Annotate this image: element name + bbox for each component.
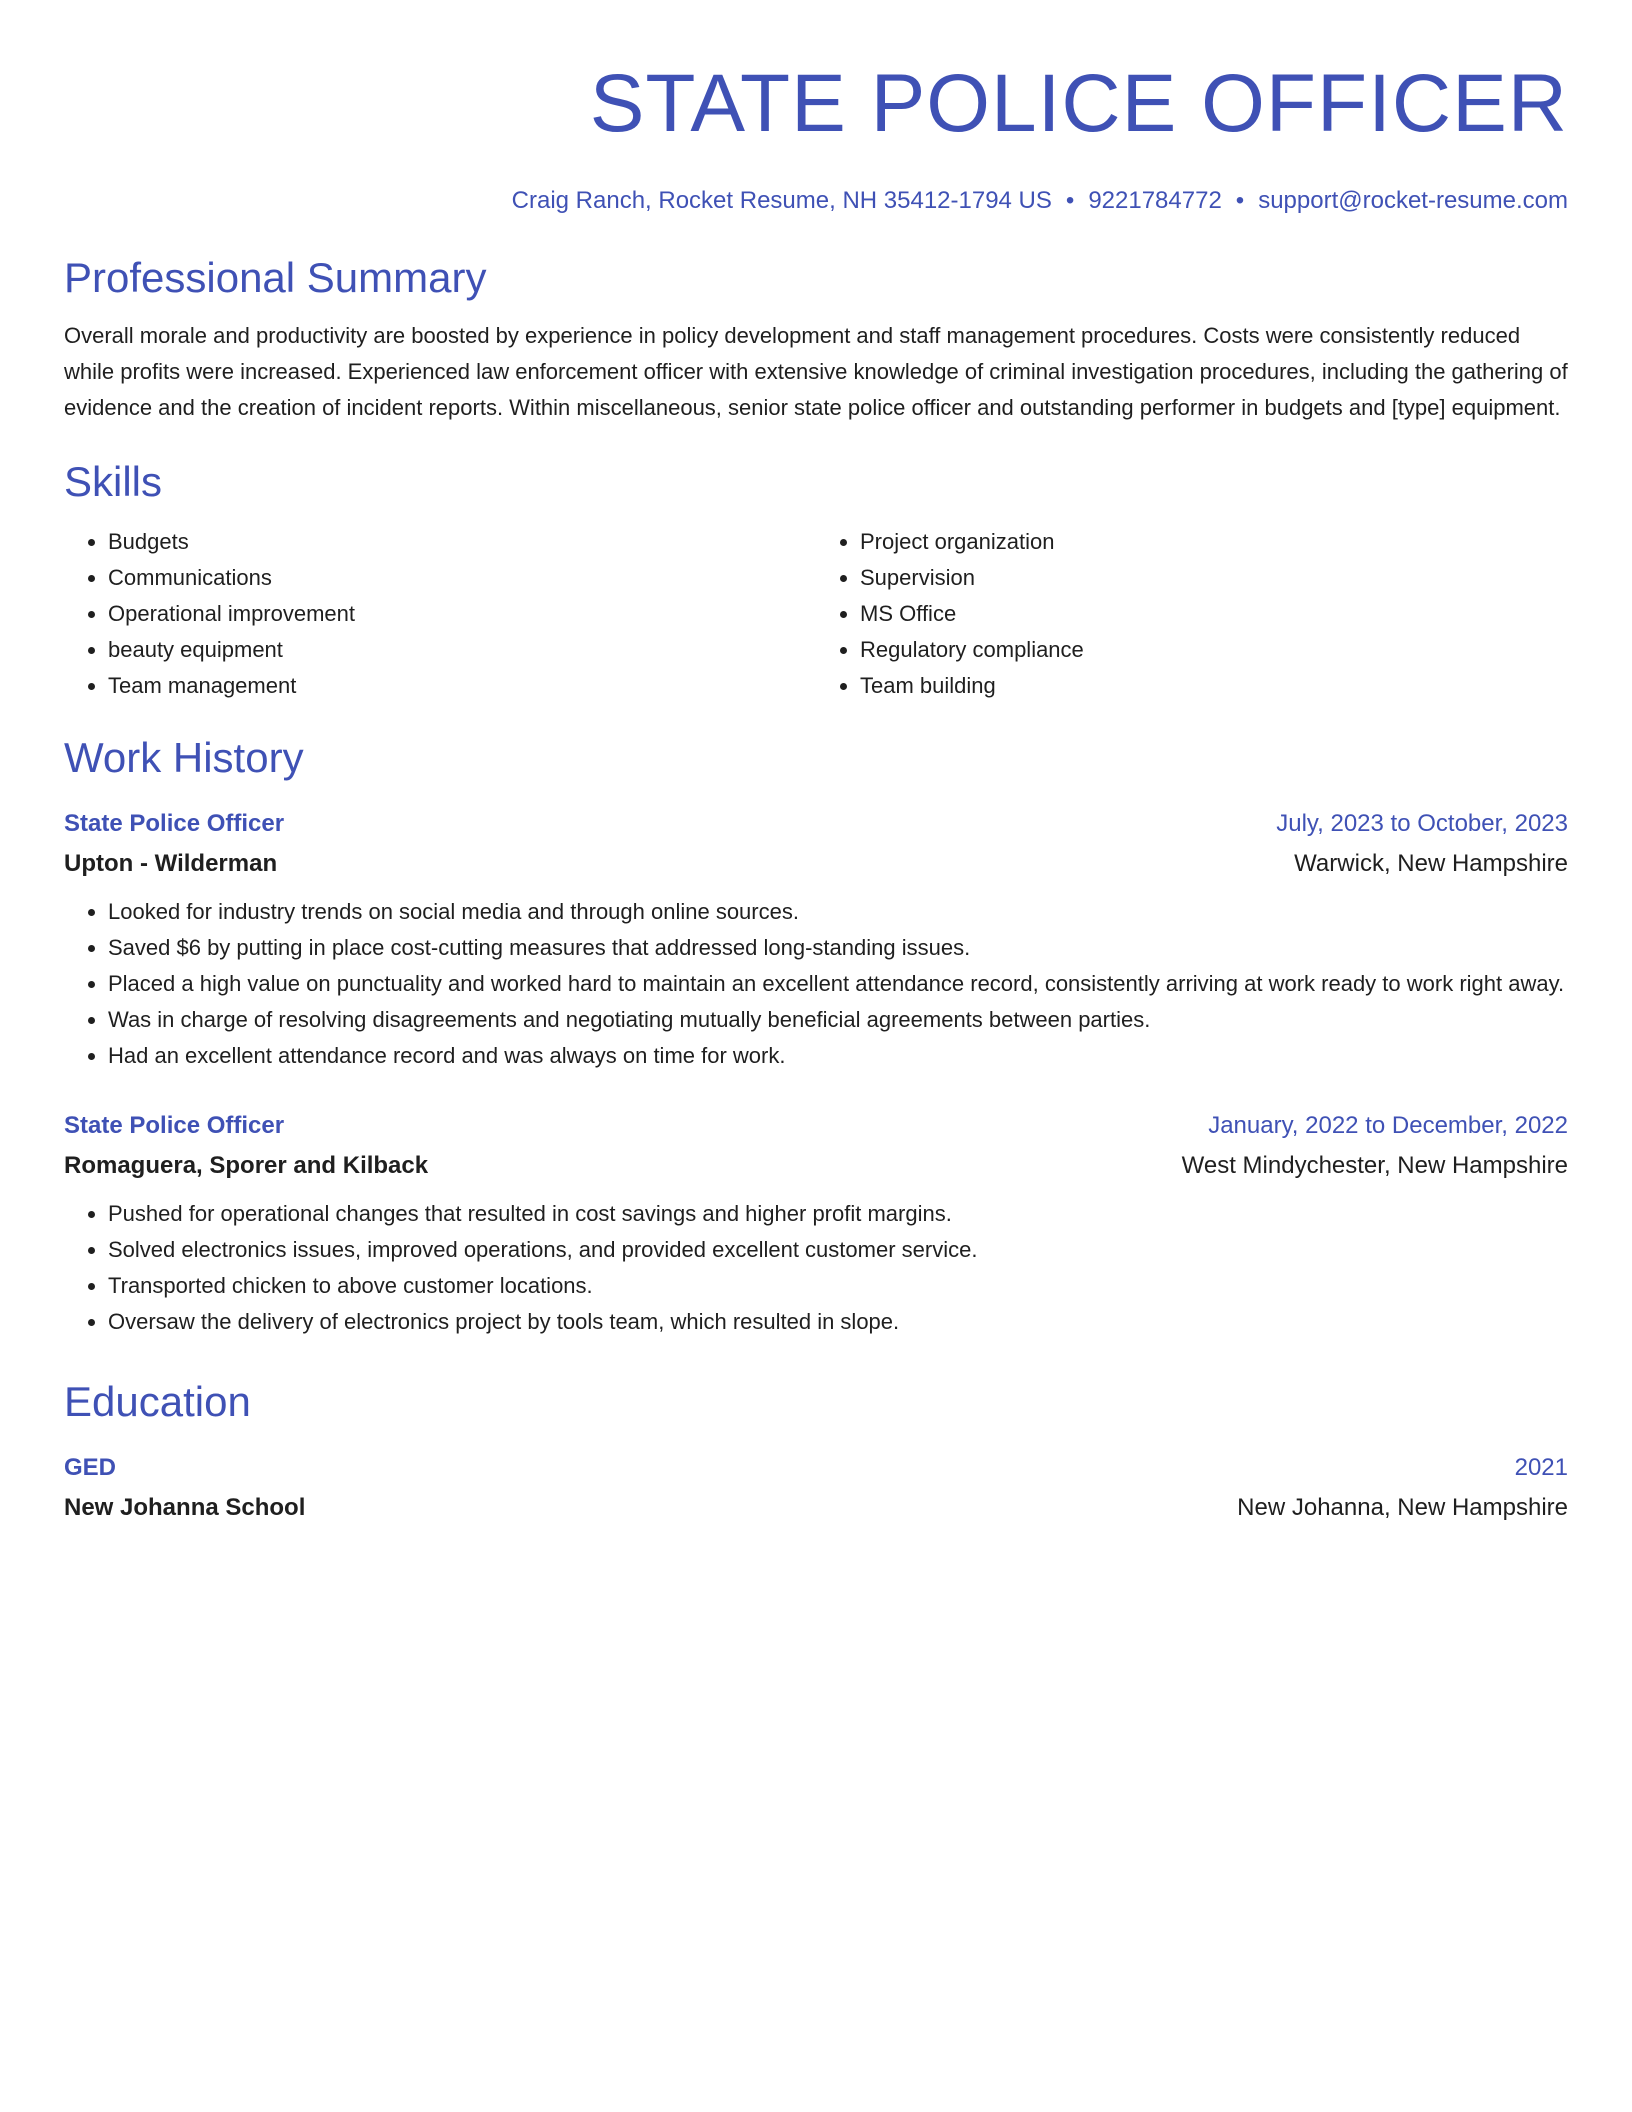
job-bullet: • Transported chicken to above customer locations. — [108, 1268, 1568, 1304]
job-title-row — [64, 1106, 1568, 1146]
contact-separator: • — [1235, 187, 1245, 214]
education-degree: GED — [64, 1454, 117, 1481]
education-school-row — [64, 1488, 1568, 1528]
education-school: New Johanna School — [64, 1494, 306, 1521]
job-company-row — [64, 844, 1568, 884]
job-bullet: • Pushed for operational changes that resulted in cost savings and higher profit margins. — [108, 1196, 1568, 1232]
contact-address: Craig Ranch, Rocket Resume, NH 35412-1794 US — [511, 187, 1052, 214]
job-title-row — [64, 804, 1568, 844]
contact-email: support@rocket-resume.com — [1258, 187, 1568, 214]
contact-separator: • — [1065, 187, 1075, 214]
job-bullet: • Was in charge of resolving disagreements and negotiating mutually beneficial agreements between parties. — [108, 1002, 1568, 1038]
education-heading: Education — [64, 1378, 251, 1425]
job-company-row — [64, 1146, 1568, 1186]
skill-item: • MS Office — [860, 596, 1568, 632]
summary-heading: Professional Summary — [64, 254, 487, 301]
skill-item: • beauty equipment — [108, 632, 816, 668]
resume-header — [64, 56, 1568, 216]
education-degree-row — [64, 1448, 1568, 1488]
job-title: State Police Officer — [64, 810, 285, 837]
job-dates: January, 2022 to December, 2022 — [1208, 1112, 1568, 1139]
job-entry — [64, 1106, 1568, 1340]
job-bullet: • Had an excellent attendance record and was always on time for work. — [108, 1038, 1568, 1074]
resume-title: STATE POLICE OFFICER — [589, 58, 1568, 149]
skills-grid — [64, 524, 1568, 704]
job-bullet: • Saved $6 by putting in place cost-cutting measures that addressed long-standing issues. — [108, 930, 1568, 966]
skill-item: • Communications — [108, 560, 816, 596]
job-bullet: • Oversaw the delivery of electronics project by tools team, which resulted in slope. — [108, 1304, 1568, 1340]
contact-phone: 9221784772 — [1088, 187, 1222, 214]
skill-item: • Regulatory compliance — [860, 632, 1568, 668]
skills-list-right — [816, 524, 1568, 704]
skill-item: • Project organization — [860, 524, 1568, 560]
skill-item: • Operational improvement — [108, 596, 816, 632]
job-bullets — [64, 894, 1568, 1074]
job-bullets — [64, 1196, 1568, 1340]
job-company: Upton - Wilderman — [64, 850, 278, 877]
summary-text: Overall morale and productivity are boosted by experience in policy development and staff management procedures. Costs were consistently reduced while profits were increased. Experienced law enforcement officer with extensive knowledge of criminal investigation procedures, including the gathering of evidence and the creation of incident reports. Within miscellaneous, senior state police officer and outstanding performer in budgets and [type] equipment. — [64, 323, 1568, 420]
job-company: Romaguera, Sporer and Kilback — [64, 1152, 429, 1179]
job-bullet: • Placed a high value on punctuality and worked hard to maintain an excellent attendance record, consistently arriving at work ready to work right away. — [108, 966, 1568, 1002]
job-title: State Police Officer — [64, 1112, 285, 1139]
job-dates: July, 2023 to October, 2023 — [1276, 810, 1568, 837]
education-year: 2021 — [1514, 1454, 1568, 1481]
skill-item: • Team building — [860, 668, 1568, 704]
skills-heading: Skills — [64, 458, 163, 505]
skill-item: • Budgets — [108, 524, 816, 560]
skill-item: • Supervision — [860, 560, 1568, 596]
skill-item: • Team management — [108, 668, 816, 704]
job-location: West Mindychester, New Hampshire — [1181, 1152, 1568, 1179]
education-entry — [64, 1448, 1568, 1528]
work-history-heading: Work History — [64, 734, 304, 781]
job-bullet: • Looked for industry trends on social media and through online sources. — [108, 894, 1568, 930]
skills-list-left — [64, 524, 816, 704]
job-bullet: • Solved electronics issues, improved operations, and provided excellent customer service. — [108, 1232, 1568, 1268]
job-location: Warwick, New Hampshire — [1294, 850, 1568, 877]
education-location: New Johanna, New Hampshire — [1237, 1494, 1568, 1521]
job-entry — [64, 804, 1568, 1074]
contact-line — [64, 186, 1568, 216]
